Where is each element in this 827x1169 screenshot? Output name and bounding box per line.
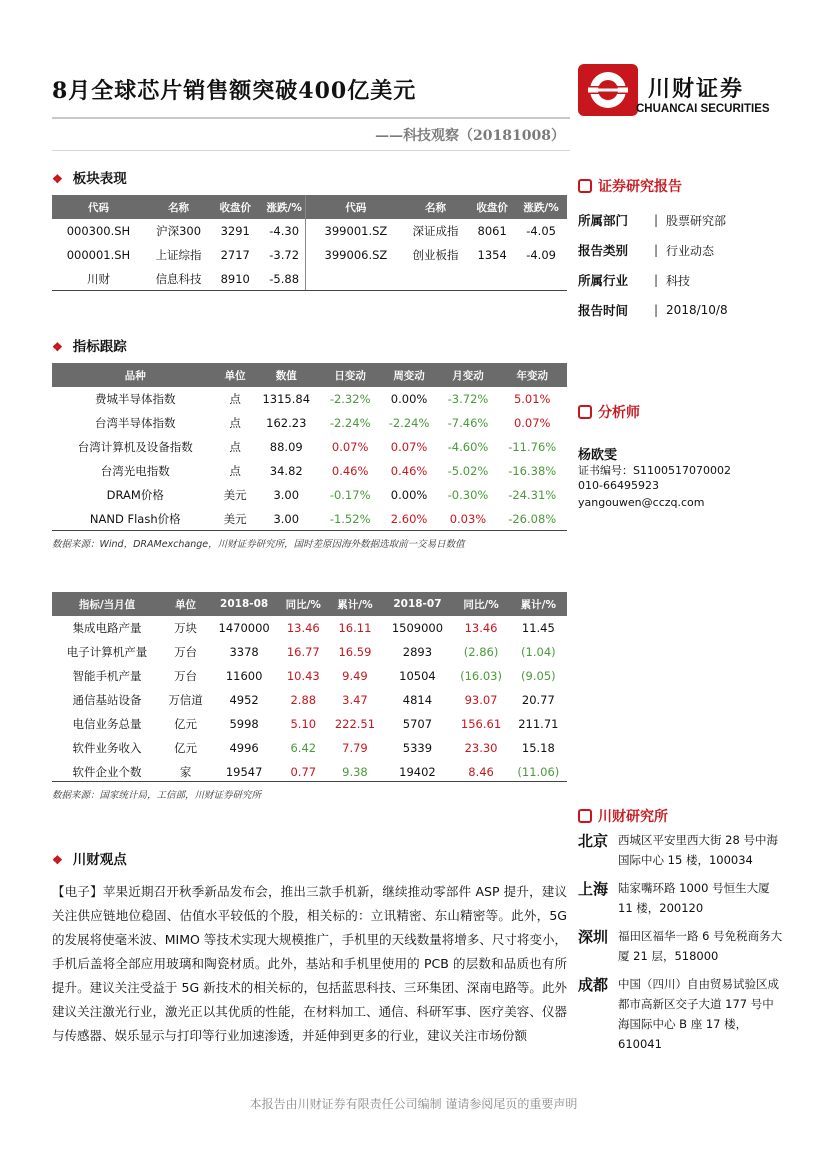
table-row — [52, 219, 567, 243]
office-city: 北京 — [578, 832, 609, 850]
table-cell: 000300.SH — [66, 224, 131, 238]
table-cell: 台湾光电指数 — [100, 464, 170, 478]
table-cell: 2.60% — [390, 512, 428, 526]
sector-table — [52, 195, 567, 291]
table-row — [52, 435, 567, 459]
column-header: 代码 — [310, 195, 402, 219]
table-cell: 23.30 — [464, 741, 498, 755]
table-cell: 6.42 — [290, 741, 317, 755]
table-cell: -11.76% — [508, 440, 557, 454]
table-cell: 8.46 — [468, 765, 494, 779]
monthly-source: 数据来源：国家统计局，工信部，川财证券研究所 — [52, 790, 262, 801]
analyst-email[interactable]: yangouwen@cczq.com — [578, 496, 705, 509]
diamond-icon: ❖ — [52, 172, 63, 186]
report-info-key: 所属部门 — [578, 213, 629, 228]
person-icon — [578, 405, 592, 419]
table-cell: 88.09 — [269, 440, 303, 454]
table-cell: 13.46 — [286, 621, 320, 635]
table-cell: -7.46% — [447, 416, 489, 430]
table-cell: 3.00 — [273, 512, 300, 526]
office-address: 西城区平安里西大街 28 号中海国际中心 15 楼，100034 — [618, 833, 778, 867]
office-item — [578, 878, 788, 918]
separator: | — [654, 213, 659, 227]
table-cell: -4.60% — [447, 440, 489, 454]
report-info-value: 股票研究部 — [666, 213, 727, 228]
table-cell: 4996 — [229, 741, 259, 755]
table-cell: 16.77 — [286, 645, 320, 659]
table-cell: 点 — [229, 392, 241, 406]
table-cell: 4952 — [229, 693, 259, 707]
report-info-value: 科技 — [666, 273, 691, 288]
table-cell: -0.30% — [447, 488, 489, 502]
sector-heading: ❖ 板块表现 — [52, 171, 127, 187]
table-cell: 11600 — [225, 669, 263, 683]
report-info-key: 报告时间 — [578, 303, 629, 318]
table-cell: 家 — [179, 765, 192, 779]
column-header: 2018-07 — [382, 592, 452, 616]
column-header: 累计/% — [327, 592, 382, 616]
table-cell: 4814 — [402, 693, 433, 707]
table-cell: 亿元 — [174, 741, 198, 755]
table-cell: 156.61 — [460, 717, 502, 731]
table-cell: 创业板指 — [412, 248, 459, 262]
table-cell: DRAM价格 — [106, 488, 164, 502]
table-cell: 162.23 — [266, 416, 307, 430]
table-row — [52, 688, 567, 712]
table-cell: 16.11 — [338, 621, 372, 635]
table-cell: (2.86) — [463, 645, 499, 659]
column-header: 涨跌/% — [515, 195, 567, 219]
report-info-value: 行业动态 — [666, 243, 715, 258]
table-cell: 5.10 — [290, 717, 317, 731]
table-cell: 0.46% — [390, 464, 428, 478]
separator: | — [654, 303, 659, 317]
table-cell: 399001.SZ — [324, 224, 388, 238]
table-cell: 5.01% — [513, 392, 551, 406]
table-cell: NAND Flash价格 — [89, 512, 181, 526]
table-row — [52, 411, 567, 435]
report-subtitle: ——科技观察（20181008） — [375, 128, 565, 144]
table-cell: 0.77 — [290, 765, 317, 779]
office-address: 福田区福华一路 6 号免税商务大厦 21 层，518000 — [618, 929, 783, 963]
viewpoint-heading: ❖ 川财观点 — [52, 852, 127, 868]
table-cell: 信息科技 — [155, 272, 202, 286]
table-cell: 8061 — [477, 224, 507, 238]
document-icon — [578, 179, 592, 193]
table-cell: -1.52% — [329, 512, 371, 526]
table-cell: 1509000 — [391, 621, 444, 635]
column-header: 代码 — [52, 195, 145, 219]
table-cell: 1354 — [477, 248, 507, 262]
table-cell: 0.03% — [449, 512, 487, 526]
table-cell: -5.88 — [269, 272, 300, 286]
report-info-value: 2018/10/8 — [666, 303, 728, 317]
column-header: 指标/当月值 — [52, 592, 162, 616]
analyst-name: 杨欧雯 — [578, 448, 618, 463]
table-row — [52, 640, 567, 664]
table-row — [52, 616, 567, 640]
table-cell: 美元 — [223, 512, 247, 526]
table-cell: 集成电路产量 — [72, 621, 142, 635]
table-cell: -3.72 — [269, 248, 300, 262]
separator: | — [654, 273, 659, 287]
column-header: 收盘价 — [469, 195, 515, 219]
table-cell: 11.45 — [521, 621, 555, 635]
table-cell: 399006.SZ — [324, 248, 388, 262]
table-cell: 19402 — [399, 765, 436, 779]
column-header: 品种 — [52, 363, 219, 387]
table-cell: 2893 — [402, 645, 433, 659]
table-cell: 8910 — [220, 272, 250, 286]
column-header: 涨跌/% — [258, 195, 310, 219]
report-info-heading: 证券研究报告 — [578, 176, 682, 196]
table-cell: 13.46 — [464, 621, 498, 635]
logo-english-name: CHUANCAI SECURITIES — [636, 103, 770, 115]
table-cell: 费城半导体指数 — [95, 392, 176, 406]
table-cell: -2.24% — [388, 416, 430, 430]
column-header: 单位 — [219, 363, 252, 387]
sector-table-bottom — [52, 290, 567, 291]
table-cell: 电信业务总量 — [72, 717, 142, 731]
title-divider — [52, 117, 570, 119]
table-cell: 93.07 — [464, 693, 498, 707]
table-cell: 1315.84 — [262, 392, 311, 406]
column-header: 年变动 — [497, 363, 567, 387]
table-cell: 智能手机产量 — [72, 669, 142, 683]
sector-table-divider — [305, 195, 306, 291]
subtitle-divider — [52, 150, 570, 151]
office-city: 成都 — [578, 976, 609, 994]
table-cell: 3291 — [220, 224, 250, 238]
report-info-row — [578, 205, 778, 235]
table-cell: 点 — [229, 440, 241, 454]
table-row — [52, 459, 567, 483]
table-row — [52, 712, 567, 736]
table-cell: 5707 — [402, 717, 433, 731]
office-item — [578, 974, 788, 1054]
indicator-table-bottom — [52, 530, 567, 531]
report-title: 8月全球芯片销售额突破400亿美元 — [52, 78, 417, 104]
table-cell — [515, 267, 567, 291]
table-cell: 20.77 — [521, 693, 555, 707]
table-cell: -26.08% — [508, 512, 557, 526]
table-cell: 上证综指 — [155, 248, 202, 262]
column-header: 名称 — [145, 195, 212, 219]
column-header: 累计/% — [510, 592, 567, 616]
table-cell: 0.07% — [331, 440, 369, 454]
table-cell: 10504 — [399, 669, 436, 683]
table-row — [52, 664, 567, 688]
indicator-table — [52, 363, 567, 531]
table-cell: 0.07% — [513, 416, 551, 430]
table-cell: 19547 — [225, 765, 263, 779]
report-info-row — [578, 295, 778, 325]
institute-heading: 川财研究所 — [578, 806, 668, 826]
table-cell: -4.05 — [526, 224, 556, 238]
table-cell: 深证成指 — [412, 224, 459, 238]
office-list — [578, 830, 788, 1062]
table-cell: 7.79 — [342, 741, 368, 755]
table-cell: -5.02% — [447, 464, 489, 478]
office-address: 陆家嘴环路 1000 号恒生大厦 11 楼，200120 — [618, 881, 770, 915]
analyst-phone: 010-66495923 — [578, 479, 659, 492]
table-cell — [402, 267, 469, 291]
table-cell: 9.38 — [342, 765, 368, 779]
table-cell: 沪深300 — [156, 224, 202, 238]
indicator-source: 数据来源：Wind，DRAMexchange，川财证券研究所，国时差原因海外数据选取前一交易日数值 — [52, 539, 465, 550]
table-cell: 0.46% — [331, 464, 369, 478]
table-cell: -2.24% — [329, 416, 371, 430]
diamond-icon: ❖ — [52, 340, 63, 354]
column-header: 数值 — [252, 363, 321, 387]
table-row — [52, 267, 567, 291]
table-row — [52, 507, 567, 531]
table-cell: 16.59 — [338, 645, 372, 659]
table-cell: 5998 — [229, 717, 259, 731]
table-cell: 211.71 — [518, 717, 559, 731]
table-cell: 川财 — [86, 272, 110, 286]
table-cell: 万台 — [174, 669, 198, 683]
table-cell: 万信道 — [168, 693, 203, 707]
column-header: 2018-08 — [209, 592, 279, 616]
diamond-icon: ❖ — [52, 853, 63, 867]
table-cell: 5339 — [402, 741, 433, 755]
table-cell: 0.07% — [390, 440, 428, 454]
table-cell: 点 — [229, 416, 241, 430]
table-cell: 1470000 — [218, 621, 270, 635]
viewpoint-text: 【电子】苹果近期召开秋季新品发布会，推出三款手机新，继续推动零部件 ASP 提升，建议关注供应链地位稳固、估值水平较低的个股，相关标的：立讯精密、东山精密等。此外，5G 的发展将使毫米波、MIMO 等技术实现大规模推广，手机里的天线数量将增多、尺寸将变小，手机后盖将全部应用玻璃和陶瓷材质。此外，基站和手机里使用的 PCB 的层数和品质也有所提升。建议关注受益于 5G 新技术的相关标的，包括蓝思科技、三环集团、深南电路等。此外建议关注激光行业，激光正以其优质的性能，在材料加工、通信、科研军事、医疗美容、仪器与传感器、娱乐显示与打印等行业加速渗透，并延伸到更多的行业，建议关注市场份额 — [52, 884, 567, 1043]
table-cell: -0.17% — [329, 488, 371, 502]
column-header: 名称 — [402, 195, 469, 219]
table-cell: -4.30 — [269, 224, 300, 238]
table-cell: 15.18 — [521, 741, 555, 755]
building-icon — [578, 809, 592, 823]
table-cell: 台湾计算机及设备指数 — [77, 440, 193, 454]
footer-disclaimer: 本报告由川财证券有限责任公司编制 谨请参阅尾页的重要声明 — [249, 1097, 578, 1111]
table-cell: 台湾半导体指数 — [95, 416, 176, 430]
table-cell: (9.05) — [521, 669, 556, 683]
table-cell: 222.51 — [334, 717, 376, 731]
table-cell — [310, 267, 402, 291]
table-cell: 3378 — [229, 645, 259, 659]
logo-chinese-name: 川财证券 — [648, 77, 745, 102]
report-info-list — [578, 205, 778, 325]
table-cell: 万台 — [174, 645, 198, 659]
column-header: 日变动 — [321, 363, 380, 387]
table-cell: -2.32% — [329, 392, 371, 406]
table-cell: 亿元 — [174, 717, 198, 731]
table-cell: (1.04) — [521, 645, 556, 659]
table-cell: -16.38% — [508, 464, 557, 478]
table-row — [52, 736, 567, 760]
table-cell: 2.88 — [290, 693, 317, 707]
table-cell: 3.00 — [273, 488, 300, 502]
column-header: 单位 — [162, 592, 209, 616]
table-cell: 美元 — [223, 488, 247, 502]
report-info-key: 所属行业 — [578, 273, 629, 288]
office-item — [578, 830, 788, 870]
table-row — [52, 243, 567, 267]
table-cell: 34.82 — [269, 464, 303, 478]
indicator-heading: ❖ 指标跟踪 — [52, 339, 127, 355]
table-cell: 点 — [229, 464, 241, 478]
office-city: 深圳 — [578, 928, 609, 946]
table-cell: 电子计算机产量 — [66, 645, 148, 659]
report-info-row — [578, 265, 778, 295]
office-city: 上海 — [578, 880, 609, 898]
table-cell: 软件业务收入 — [72, 741, 142, 755]
analyst-cert: 证书编号：S1100517070002 — [578, 464, 731, 477]
table-cell — [469, 267, 515, 291]
table-cell: 0.00% — [390, 488, 428, 502]
table-cell: 0.00% — [390, 392, 428, 406]
monthly-table-bottom — [52, 781, 567, 782]
column-header: 收盘价 — [212, 195, 258, 219]
column-header: 周变动 — [380, 363, 439, 387]
table-cell: -3.72% — [447, 392, 489, 406]
table-cell: 3.47 — [342, 693, 368, 707]
table-cell: 软件企业个数 — [72, 765, 142, 779]
table-cell: 10.43 — [286, 669, 320, 683]
column-header: 同比/% — [452, 592, 509, 616]
table-cell: 000001.SH — [66, 248, 131, 262]
logo-mark-icon — [578, 64, 638, 116]
report-info-row — [578, 235, 778, 265]
column-header: 同比/% — [279, 592, 327, 616]
separator: | — [654, 243, 659, 257]
report-info-key: 报告类别 — [578, 243, 629, 258]
table-cell: 万块 — [174, 621, 198, 635]
office-address: 中国（四川）自由贸易试验区成都市高新区交子大道 177 号中海国际中心 B 座 17 楼，610041 — [618, 977, 779, 1051]
table-cell: (11.06) — [517, 765, 560, 779]
office-item — [578, 926, 788, 966]
table-cell: (16.03) — [460, 669, 502, 683]
table-cell: -24.31% — [508, 488, 557, 502]
table-cell: 2717 — [220, 248, 250, 262]
table-cell: 9.49 — [342, 669, 368, 683]
table-row — [52, 483, 567, 507]
company-logo — [578, 64, 638, 116]
table-cell: -4.09 — [526, 248, 556, 262]
column-header: 月变动 — [439, 363, 498, 387]
table-row — [52, 387, 567, 411]
analyst-heading: 分析师 — [578, 402, 640, 422]
monthly-table — [52, 592, 567, 784]
table-cell: 通信基站设备 — [72, 693, 142, 707]
